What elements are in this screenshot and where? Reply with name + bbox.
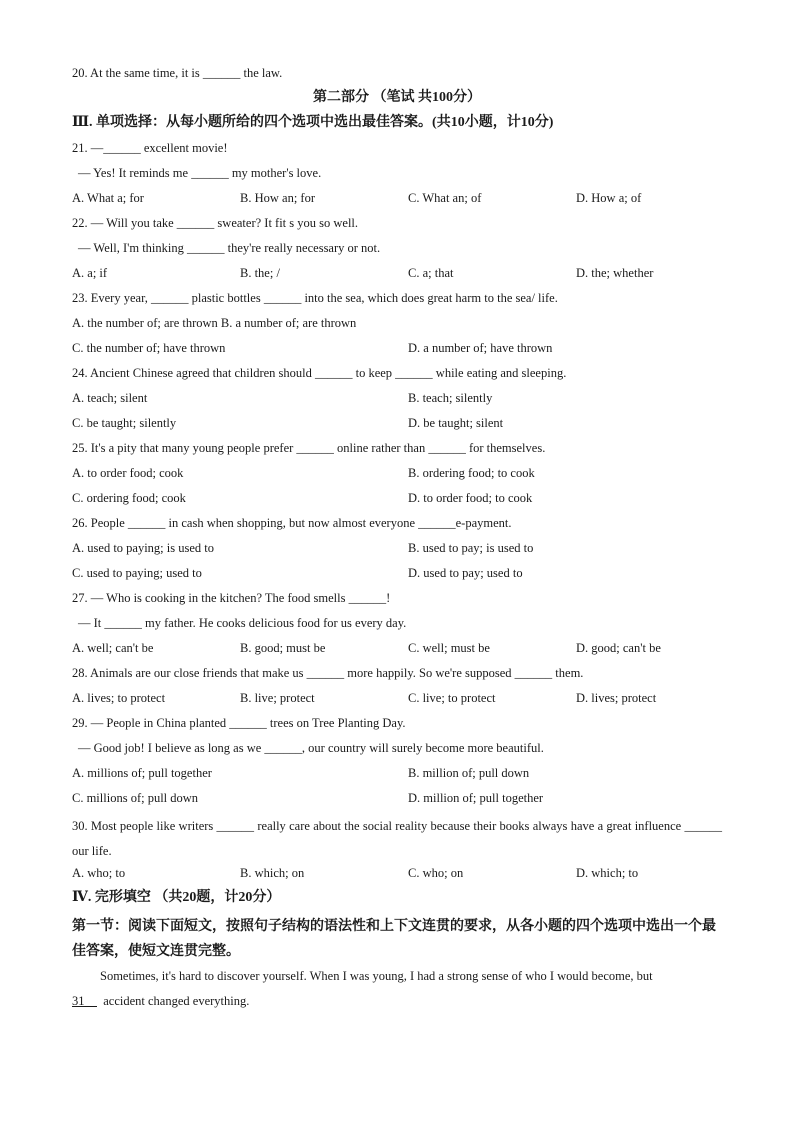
- option-c: C. live; to protect: [408, 691, 496, 705]
- option-c: C. ordering food; cook: [72, 491, 186, 505]
- question-21-options: [72, 189, 722, 214]
- option-c: C. well; must be: [408, 641, 490, 655]
- option-a: A. well; can't be: [72, 641, 154, 655]
- cloze-passage: [72, 964, 722, 1014]
- option-b: B. teach; silently: [408, 391, 493, 405]
- question-26-options-cd: [72, 564, 722, 589]
- option-b: B. used to pay; is used to: [408, 541, 534, 555]
- question-26-options-ab: [72, 539, 722, 564]
- question-30-stem: 30. Most people like writers ______ really care about the social reality because their books always have a great influence ______ our life.: [72, 819, 722, 858]
- part4-title: Ⅳ. 完形填空 （共20题，计20分）: [72, 890, 281, 905]
- option-d: D. a number of; have thrown: [408, 341, 553, 355]
- option-d: D. be taught; silent: [408, 416, 504, 430]
- option-c: C. used to paying; used to: [72, 566, 202, 580]
- question-23-options-cd: [72, 339, 722, 364]
- option-d: D. lives; protect: [576, 691, 657, 705]
- option-a: A. used to paying; is used to: [72, 541, 215, 555]
- option-b: B. good; must be: [240, 641, 326, 655]
- part3-title: Ⅲ. 单项选择：从每小题所给的四个选项中选出最佳答案。(共10小题，计10分): [72, 115, 554, 130]
- question-29-options-ab: [72, 764, 722, 789]
- option-a: A. a; if: [72, 266, 108, 280]
- question-22-reply: — Well, I'm thinking ______ they're really necessary or not.: [78, 241, 381, 255]
- option-d: D. to order food; to cook: [408, 491, 533, 505]
- option-c: C. who; on: [408, 866, 464, 880]
- passage-tail: accident changed everything.: [103, 994, 250, 1008]
- option-a: A. millions of; pull together: [72, 766, 212, 780]
- option-d: D. good; can't be: [576, 641, 661, 655]
- passage-text: Sometimes, it's hard to discover yourself. When I was young, I had a strong sense of who I would become, but: [100, 969, 653, 983]
- option-a: A. teach; silent: [72, 391, 148, 405]
- option-b: B. live; protect: [240, 691, 315, 705]
- question-23-stem: 23. Every year, ______ plastic bottles ______ into the sea, which does great harm to the sea/ life.: [72, 291, 558, 305]
- question-28-options: [72, 689, 722, 714]
- option-d: D. which; to: [576, 866, 639, 880]
- option-d: D. million of; pull together: [408, 791, 544, 805]
- question-24-stem: 24. Ancient Chinese agreed that children should ______ to keep ______ while eating and sleeping.: [72, 366, 567, 380]
- option-c: C. millions of; pull down: [72, 791, 199, 805]
- option-d: D. the; whether: [576, 266, 654, 280]
- question-25-options-ab: [72, 464, 722, 489]
- exam-page: [72, 64, 722, 1014]
- question-25-stem: 25. It's a pity that many young people prefer ______ online rather than ______ for themselves.: [72, 441, 546, 455]
- section-title: 第二部分 （笔试 共100分）: [313, 90, 481, 105]
- option-a: A. to order food; cook: [72, 466, 184, 480]
- question-29-options-cd: [72, 789, 722, 814]
- option-b: B. ordering food; to cook: [408, 466, 535, 480]
- question-20: 20. At the same time, it is ______ the law.: [72, 66, 283, 80]
- question-26-stem: 26. People ______ in cash when shopping, but now almost everyone ______e-payment.: [72, 516, 512, 530]
- question-30-options: [72, 864, 722, 889]
- section1-instruction: 第一节：阅读下面短文，按照句子结构的语法性和上下文连贯的要求，从各小题的四个选项中选出一个最佳答案，使短文连贯完整。: [72, 919, 716, 959]
- question-25-options-cd: [72, 489, 722, 514]
- option-c: C. What an; of: [408, 191, 482, 205]
- question-22-options: [72, 264, 722, 289]
- question-21-reply: — Yes! It reminds me ______ my mother's love.: [78, 166, 322, 180]
- question-27-stem: 27. — Who is cooking in the kitchen? The food smells ______!: [72, 591, 391, 605]
- question-27-reply: — It ______ my father. He cooks delicious food for us every day.: [78, 616, 407, 630]
- question-29-reply: — Good job! I believe as long as we ______, our country will surely become more beautiful.: [78, 741, 544, 755]
- option-c: C. be taught; silently: [72, 416, 177, 430]
- passage-line-2: [72, 989, 249, 1014]
- blank-31: 31: [72, 994, 85, 1008]
- option-d: D. used to pay; used to: [408, 566, 523, 580]
- question-24-options-ab: [72, 389, 722, 414]
- option-b: B. million of; pull down: [408, 766, 530, 780]
- option-a: A. What a; for: [72, 191, 144, 205]
- question-28-stem: 28. Animals are our close friends that make us ______ more happily. So we're supposed ______ them.: [72, 666, 584, 680]
- blank-31-underline: [85, 994, 98, 1008]
- question-21-stem: 21. —______ excellent movie!: [72, 141, 228, 155]
- option-c: C. the number of; have thrown: [72, 341, 226, 355]
- question-24-options-cd: [72, 414, 722, 439]
- option-a: A. who; to: [72, 866, 126, 880]
- question-29-stem: 29. — People in China planted ______ trees on Tree Planting Day.: [72, 716, 406, 730]
- question-22-stem: 22. — Will you take ______ sweater? It fit s you so well.: [72, 216, 359, 230]
- option-d: D. How a; of: [576, 191, 642, 205]
- option-b: B. which; on: [240, 866, 305, 880]
- question-23-options-ab: A. the number of; are thrown B. a number of; are thrown: [72, 316, 357, 330]
- option-a: A. lives; to protect: [72, 691, 166, 705]
- question-27-options: [72, 639, 722, 664]
- option-b: B. How an; for: [240, 191, 315, 205]
- option-c: C. a; that: [408, 266, 454, 280]
- option-b: B. the; /: [240, 266, 280, 280]
